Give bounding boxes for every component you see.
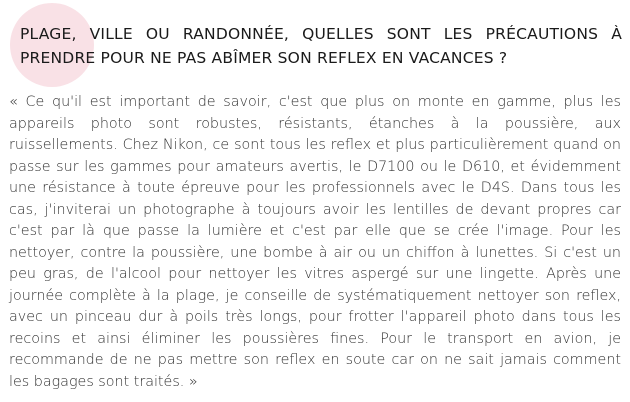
article-quote-paragraph: « Ce qu'il est important de savoir, c'est que plus on monte en gamme, plus les appareils photo sont robustes, résistants, étanches à la poussière, aux ruissellements. Chez Nikon, ce sont tous les reflex et plus particulièrement quand on passe sur les gammes pour amateurs avertis, le D7100 ou le D610, et évidemment une résistance à toute épreuve pour les professionnels avec le D4S. Dans tous les cas, j'inviterai un photographe à toujours avoir les lentilles de devant propres car c'est par là que passe la lumière et c'est par elle que se crée l'image. Pour les nettoyer, contre la poussière, une bombe à air ou un chiffon à lunettes. Si c'est un peu gras, de l'alcool pour nettoyer les vitres aspergé sur une lingette. Après une journée complète à la plage, je conseille de systématiquement nettoyer son reflex, avec un pinceau dur à poils très longs, pour frotter l'appareil photo dans tous les recoins et ainsi éliminer les poussières fines. Pour le transport en avion, je recommande de ne pas mettre son reflex en soute car on ne sait jamais comment les bagages sont traités. » <box>9 94 621 390</box>
article-headline: PLAGE, VILLE OU RANDONNÉE, QUELLES SONT LES PRÉCAUTIONS À PRENDRE POUR NE PAS ABÎMER SON REFLEX EN VACANCES ? <box>20 25 622 67</box>
